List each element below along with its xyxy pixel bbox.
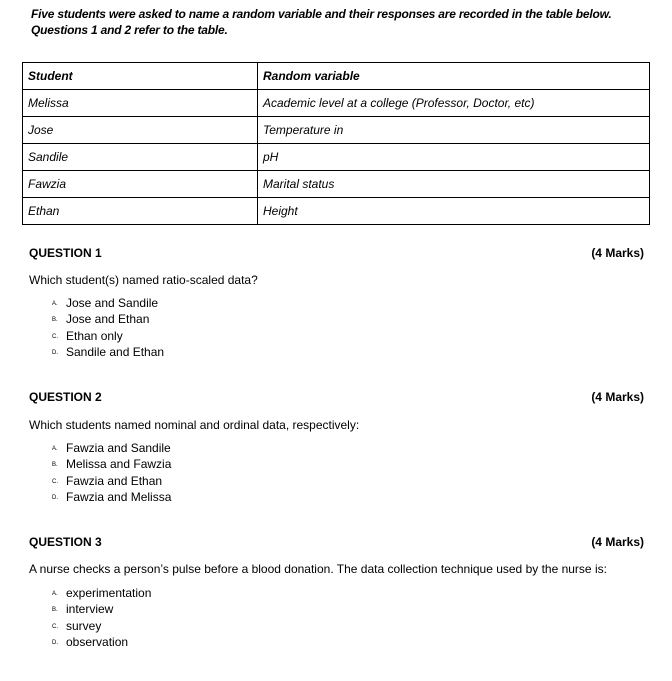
option-text: experimentation (66, 586, 152, 600)
option-text: Jose and Ethan (66, 312, 150, 327)
option-letter: D. (52, 494, 58, 501)
question-3-marks: (4 Marks) (591, 535, 644, 549)
table-row (23, 171, 650, 198)
intro-line-1: Five students were asked to name a random variable and their responses are recorded in the table below. (31, 7, 612, 21)
variable-cell: Academic level at a college (Professor, Doctor, etc) (258, 90, 650, 117)
option-text: interview (66, 602, 114, 617)
option-b[interactable] (52, 456, 171, 472)
option-d[interactable] (52, 344, 164, 360)
variable-cell: pH (258, 144, 650, 171)
option-letter: A. (52, 301, 58, 307)
question-1-options (52, 295, 164, 360)
question-3-header (29, 534, 644, 550)
option-letter: C. (52, 333, 58, 340)
option-c[interactable] (52, 328, 164, 344)
option-text: Jose and Sandile (66, 296, 159, 310)
option-c[interactable] (52, 473, 171, 489)
variable-cell: Marital status (258, 171, 650, 198)
option-d[interactable] (52, 634, 151, 650)
option-text: Fawzia and Ethan (66, 473, 163, 488)
option-letter: B. (52, 462, 58, 469)
variable-cell: Height (258, 198, 650, 225)
intro-line-2: Questions 1 and 2 refer to the table. (31, 23, 228, 37)
question-3-title: QUESTION 3 (29, 535, 102, 549)
option-text: Sandile and Ethan (66, 344, 165, 359)
table-row (23, 198, 650, 225)
option-b[interactable] (52, 311, 164, 327)
student-cell: Jose (23, 117, 258, 144)
table-header-row (23, 63, 650, 90)
option-text: Fawzia and Sandile (66, 441, 171, 455)
table-row (23, 117, 650, 144)
header-random-variable: Random variable (258, 63, 650, 90)
question-2-text: Which students named nominal and ordinal data, respectively: (29, 418, 360, 432)
option-text: survey (66, 618, 102, 633)
option-letter: C. (52, 478, 58, 485)
option-text: Ethan only (66, 328, 123, 343)
option-text: observation (66, 634, 129, 649)
option-letter: C. (52, 623, 58, 630)
question-2-options (52, 440, 171, 505)
question-2-header (29, 389, 644, 405)
option-a[interactable] (52, 295, 164, 311)
student-cell: Ethan (23, 198, 258, 225)
variable-cell: Temperature in (258, 117, 650, 144)
option-letter: A. (52, 591, 58, 597)
option-letter: B. (52, 607, 58, 614)
question-1-header (29, 245, 644, 261)
student-cell: Melissa (23, 90, 258, 117)
question-1-title: QUESTION 1 (29, 246, 102, 260)
option-letter: D. (52, 639, 58, 646)
question-3-text: A nurse checks a person’s pulse before a blood donation. The data collection technique used by the nurse is: (29, 562, 607, 576)
option-text: Fawzia and Melissa (66, 489, 172, 504)
option-b[interactable] (52, 601, 151, 617)
header-student: Student (23, 63, 258, 90)
student-cell: Sandile (23, 144, 258, 171)
table-row (23, 144, 650, 171)
responses-table (22, 62, 650, 225)
option-c[interactable] (52, 618, 151, 634)
question-1-text: Which student(s) named ratio-scaled data? (29, 273, 258, 287)
option-a[interactable] (52, 585, 151, 601)
option-text: Melissa and Fawzia (66, 457, 172, 472)
question-2-title: QUESTION 2 (29, 390, 102, 404)
question-2-marks: (4 Marks) (591, 390, 644, 404)
option-a[interactable] (52, 440, 171, 456)
option-letter: A. (52, 446, 58, 452)
student-cell: Fawzia (23, 171, 258, 198)
option-d[interactable] (52, 489, 171, 505)
table-row (23, 90, 650, 117)
intro-text (31, 6, 611, 38)
option-letter: D. (52, 349, 58, 356)
question-1-marks: (4 Marks) (591, 246, 644, 260)
question-3-options (52, 585, 151, 650)
option-letter: B. (52, 317, 58, 324)
